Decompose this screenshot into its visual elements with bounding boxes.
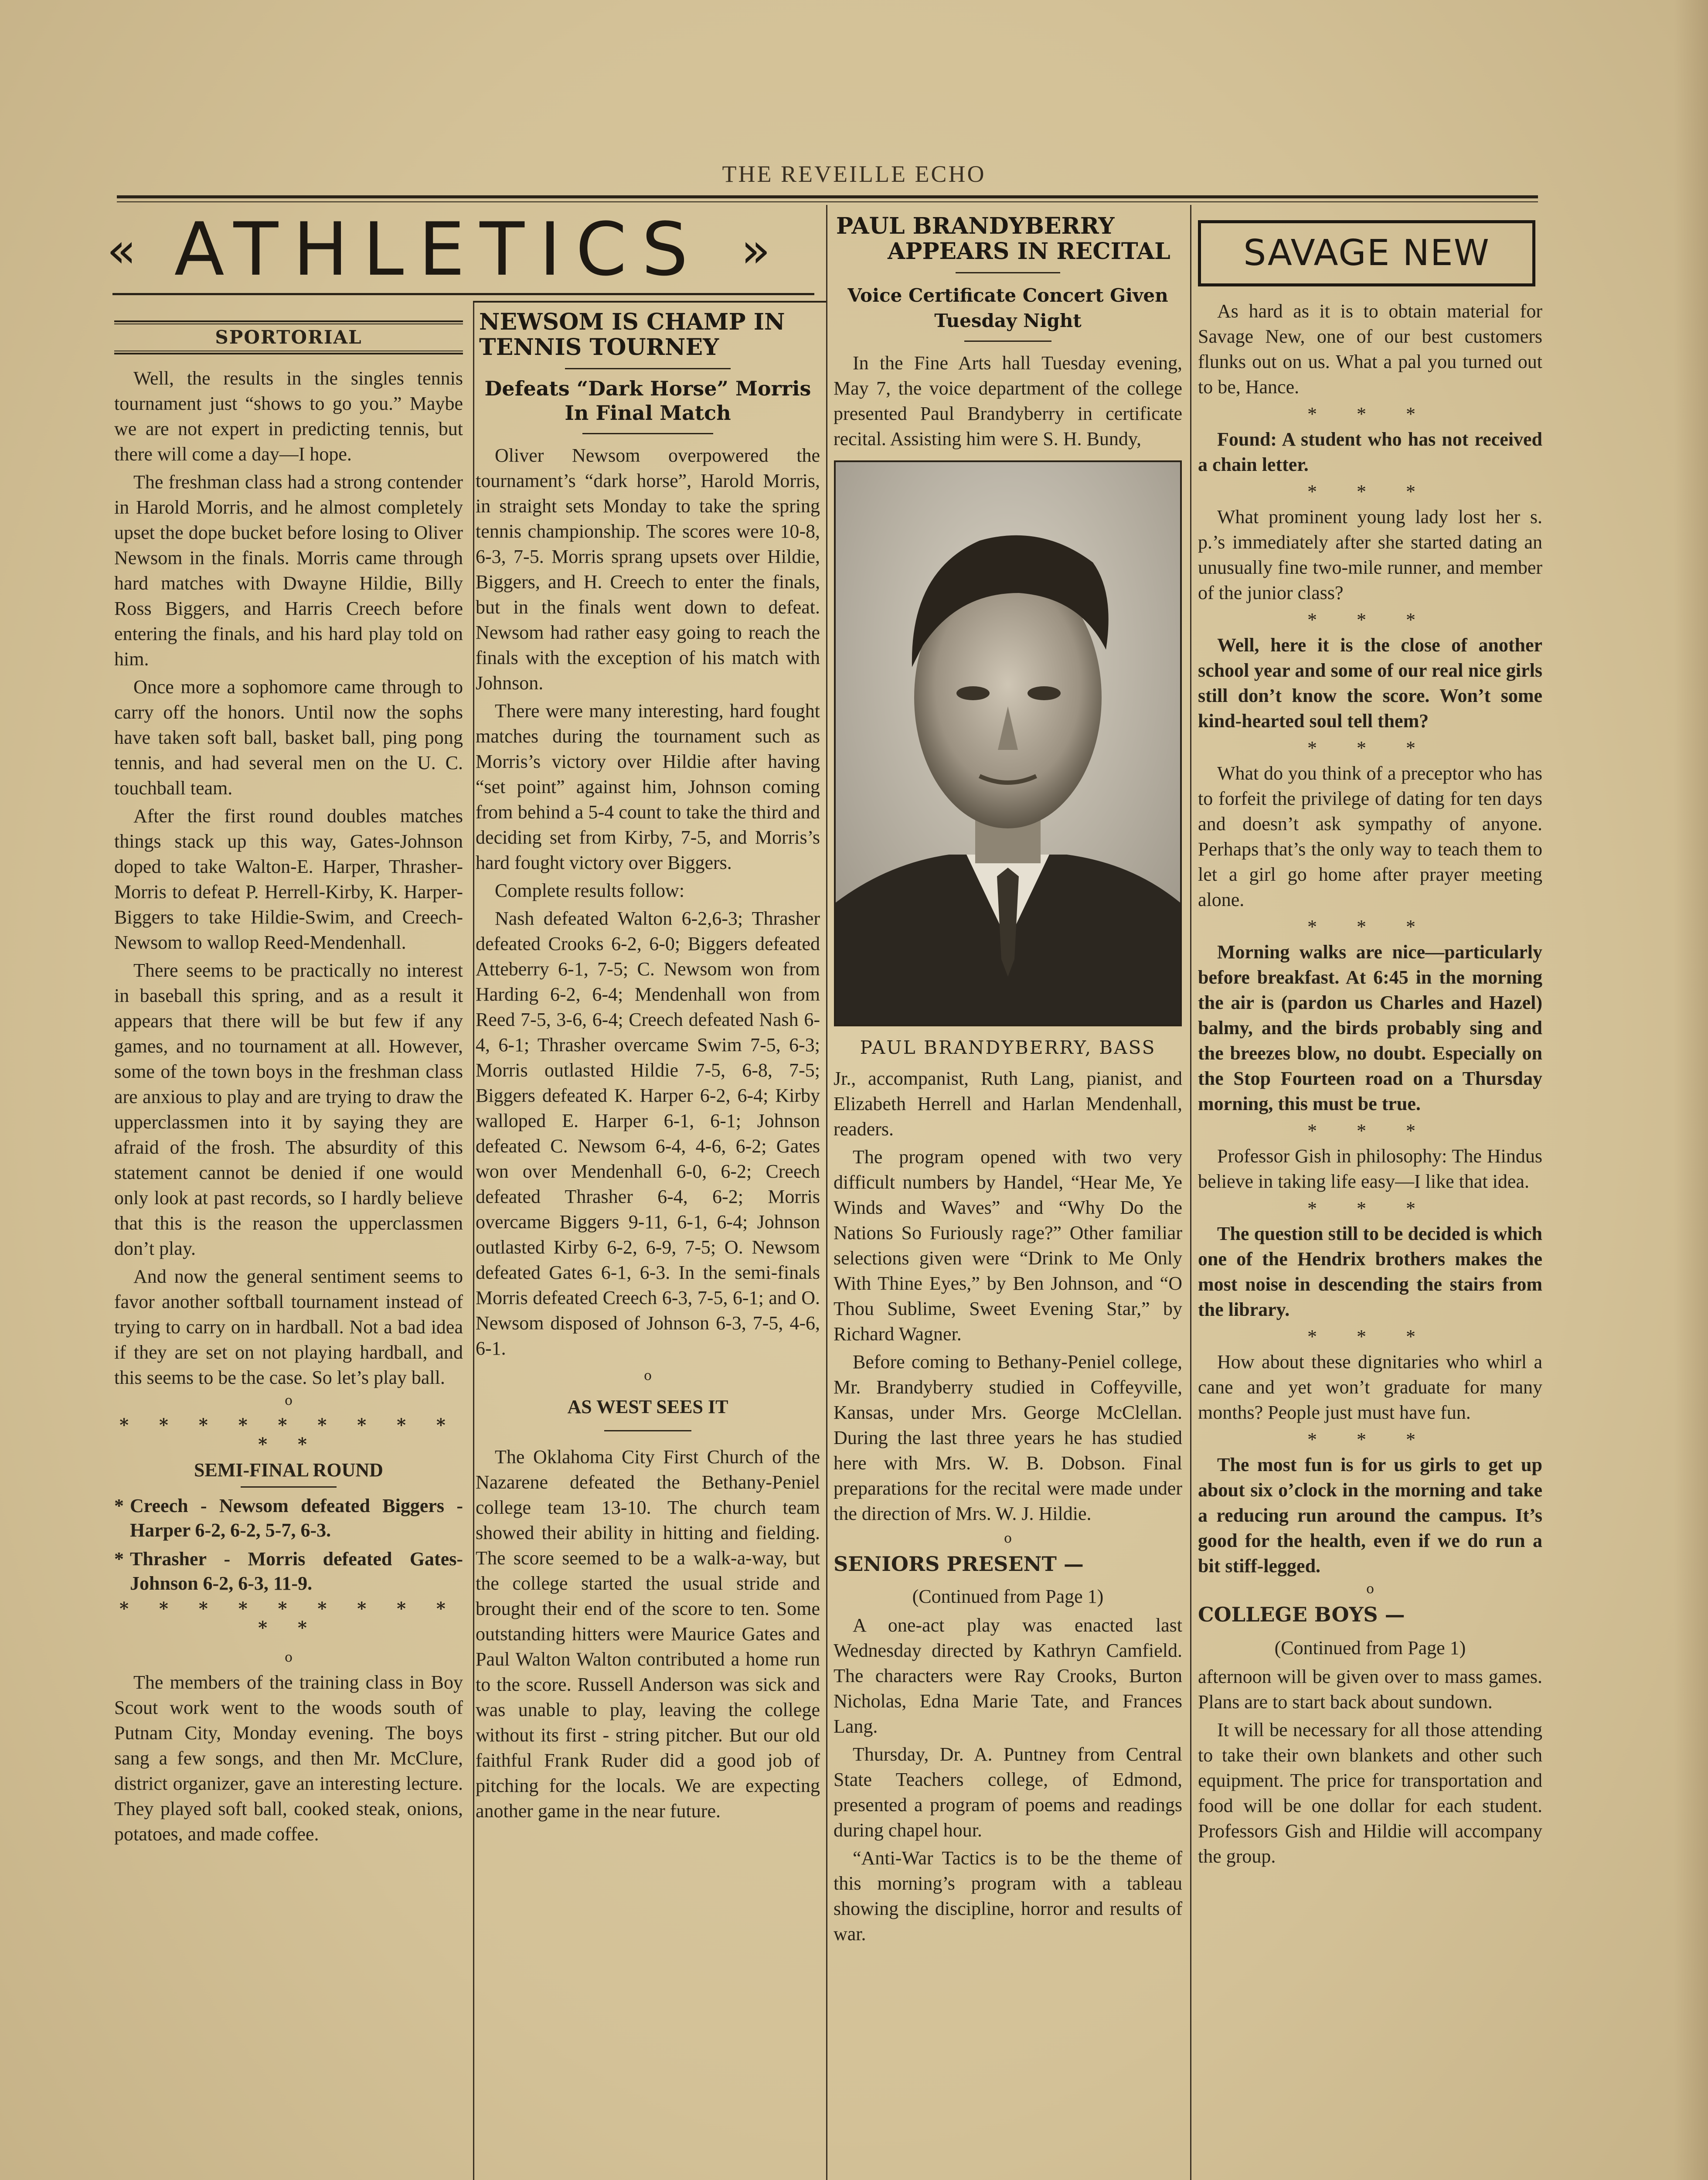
column-rule-2 — [826, 205, 827, 2180]
page-crease — [1674, 0, 1708, 2180]
column-recital — [834, 214, 1182, 1949]
seniors-paragraph: “Anti-War Tactics is to be the theme of this morning’s program with a tableau showing the discipline, horror and results of war. — [834, 1847, 1182, 1945]
recital-end-mark: o — [1004, 1531, 1012, 1546]
banner-word: ATHLETICS — [174, 207, 703, 292]
recital-paragraph: The program opened with two very difficult numbers by Handel, “Hear Me, Ye Winds and Waves” and “Why Do the Nations So Furiously rage?” Other familiar selections given were “Drink to Me Only With Thine Eyes,” by Ben Johnson, and “O Thou Sublime, Sweet Evening Star,” by Richard Wagner. — [834, 1146, 1182, 1345]
sportorial-paragraph: The freshman class had a strong contender in Harold Morris, and he almost completely upset the dope bucket before losing to Oliver Newsom in the finals. Morris came through hard matches with Dwayne Hildie, Billy Ross Biggers, and Harris Creech before entering the finals, and his hard play told on him. — [114, 471, 463, 670]
semi-final-stars-bottom: * * * * * * * * * * * — [119, 1598, 458, 1638]
semi-final-rule — [241, 1486, 337, 1488]
seniors-continued: (Continued from Page 1) — [912, 1586, 1104, 1607]
west-headline: AS WEST SEES IT — [567, 1396, 728, 1417]
tennis-headline-rule — [565, 368, 731, 369]
seniors-body — [834, 1613, 1182, 1947]
savage-item: Professor Gish in philosophy: The Hindus believe in taking life easy—I like that idea. — [1198, 1145, 1542, 1192]
masthead-rule — [117, 195, 1538, 198]
savage-stars: * * * — [1307, 1326, 1433, 1347]
tennis-inner — [473, 310, 820, 1824]
west-body — [476, 1444, 820, 1824]
tennis-subhead: Defeats “Dark Horse” Morris In Final Match — [484, 377, 811, 425]
savage-item: How about these dignitaries who whirl a cane and yet won’t graduate for many months? People just must have fun. — [1198, 1351, 1542, 1423]
tennis-paragraph: Oliver Newsom overpowered the tournament’s “dark horse”, Harold Morris, in straight sets Monday to take the spring tennis championship. The scores were 10-8, 6-3, 7-5. Morris sprang upsets over Hildie, Biggers, and H. Creech to enter the finals, but in the finals went down to defeat. Newsom had rather easy going to reach the finals with the exception of his match with Johnson. — [476, 445, 820, 694]
sportorial-rule-bottom — [114, 353, 463, 354]
tennis-paragraph: Complete results follow: — [495, 880, 685, 901]
masthead-rule-thin — [117, 201, 1538, 202]
savage-stars: * * * — [1307, 916, 1433, 937]
recital-paragraph: Before coming to Bethany-Peniel college, Mr. Brandyberry studied in Coffeyville, Kansas, under Mrs. George McClellan. During the last three years he has studied here with Mrs. W. B. Dobson. Final preparations for the recital were made under the direction of Mrs. W. J. Hildie. — [834, 1351, 1182, 1524]
boy-scout-body — [114, 1670, 463, 1847]
column-rule-3 — [1190, 205, 1191, 2180]
banner-right-quote: » — [741, 222, 771, 278]
semi-final-text: Thrasher - Morris defeated Gates-Johnson 6-2, 6-3, 11-9. — [130, 1548, 463, 1594]
sportorial-label: SPORTORIAL — [215, 327, 362, 348]
seniors-headline: SENIORS PRESENT — — [834, 1552, 1084, 1576]
sportorial-body — [114, 366, 463, 1390]
sportorial-head — [114, 320, 463, 354]
seniors-paragraph: Thursday, Dr. A. Puntney from Central State Teachers college, of Edmond, presented a program of poems and readings during chapel hour. — [834, 1744, 1182, 1841]
savage-stars: * * * — [1307, 403, 1433, 425]
sportorial-paragraph: And now the general sentiment seems to favor another softball tournament instead of trying to carry on in hardball. Not a bad idea if they are set on not playing hardball, and this seems to be the case. So let’s play ball. — [114, 1266, 463, 1388]
portrait-caption: PAUL BRANDYBERRY, BASS — [860, 1037, 1156, 1058]
college-boys-paragraph: afternoon will be given over to mass games. Plans are to start back about sundown. — [1198, 1666, 1542, 1713]
recital-headline-rule — [956, 272, 1060, 273]
semi-final-title: SEMI-FINAL ROUND — [194, 1459, 383, 1481]
recital-subhead: Voice Certificate Concert Given Tuesday Night — [847, 285, 1168, 331]
savage-stars: * * * — [1307, 737, 1433, 759]
tennis-body — [476, 443, 820, 1361]
semi-final-star: * — [114, 1548, 124, 1570]
portrait-photo — [834, 460, 1182, 1026]
college-boys-headline: COLLEGE BOYS — — [1198, 1603, 1405, 1626]
recital-paragraph: Jr., accompanist, Ruth Lang, pianist, and Elizabeth Herrell and Harlan Mendenhall, readers. — [834, 1068, 1182, 1140]
recital-paragraph: In the Fine Arts hall Tuesday evening, May 7, the voice department of the college presented Paul Brandyberry in certificate recital. Assisting him were S. H. Bundy, — [834, 352, 1182, 450]
west-paragraph: The Oklahoma City First Church of the Nazarene defeated the Bethany-Peniel college team 13-10. The church team showed their ability in hitting and fielding. The score seemed to be a walk-a-way, but the college started the usual stride and brought their end of the score to ten. Some outstanding hitters were Maurice Gates and Paul Walton Walton contributed a home run to the score. Russell Anderson was sick and was unable to play, leaving the college without its first - string pitcher. But our old faithful Frank Ruder did a good job of pitching for the locals. We are expecting another game in the near future. — [476, 1446, 820, 1822]
savage-new-title: SAVAGE NEW — [1198, 220, 1535, 286]
banner-rule — [112, 293, 814, 295]
semi-final-star: * — [114, 1495, 124, 1516]
savage-end-mark: o — [1366, 1581, 1375, 1597]
tennis-end-mark: o — [643, 1368, 652, 1383]
college-boys-body — [1198, 1664, 1542, 1869]
recital-headline-1: PAUL BRANDYBERRY — [836, 213, 1115, 239]
savage-stars: * * * — [1307, 1120, 1433, 1141]
savage-item: As hard as it is to obtain material for Savage New, one of our best customers flunks out on us. What a pal you turned out to be, Hance. — [1198, 300, 1542, 398]
savage-item: What do you think of a preceptor who has to forfeit the privilege of dating for ten days and doesn’t ask sympathy of anyone. Perhaps that’s the only way to teach them to let a girl go home after prayer meeting alone. — [1198, 763, 1542, 910]
sportorial-paragraph: There seems to be practically no interest in baseball this spring, and as a result it appears that there will be but few if any games, and no tournament at all. However, some of the town boys in the freshman class are anxious to play and are trying to draw the upperclassmen into it by saying they are afraid of the frosh. The absurdity of this statement cannot be denied if one would only look at past records, so I hardly believe that this is the reason the upperclassmen don’t play. — [114, 960, 463, 1259]
savage-item: Found: A student who has not received a chain letter. — [1198, 429, 1542, 475]
banner-left-quote: « — [107, 222, 136, 278]
boy-scout-start-mark: o — [284, 1650, 293, 1665]
semi-final-text: Creech - Newsom defeated Biggers - Harper 6-2, 6-2, 5-7, 6-3. — [130, 1495, 463, 1541]
sportorial-rule-top — [114, 320, 463, 322]
college-boys-continued: (Continued from Page 1) — [1274, 1637, 1466, 1659]
tennis-subhead-rule — [582, 433, 713, 434]
savage-stars: * * * — [1307, 481, 1433, 502]
savage-item: The most fun is for us girls to get up about six o’clock in the morning and take a reducing run around the campus. It’s good for the health, even if we do run a bit stiff-legged. — [1198, 1454, 1542, 1577]
tennis-top-rule — [473, 301, 826, 303]
sportorial-paragraph: Well, the results in the singles tennis tournament just “shows to go you.” Maybe we are not expert in predicting tennis, but there will come a day—I hope. — [114, 368, 463, 465]
sportorial-end-mark: o — [284, 1393, 293, 1408]
semi-final-box — [114, 1416, 463, 1638]
recital-subhead-rule — [964, 341, 1051, 342]
savage-item: The question still to be decided is which one of the Hendrix brothers makes the most noise in descending the stairs from the library. — [1198, 1223, 1542, 1320]
sportorial-paragraph: Once more a sophomore came through to carry off the honors. Until now the sophs have taken soft ball, basket ball, ping pong tennis, and had several men on the U. C. touchball team. — [114, 676, 463, 799]
savage-stars: * * * — [1307, 1429, 1433, 1450]
college-boys-paragraph: It will be necessary for all those attending to take their own blankets and other such equipment. The price for transportation and food will be one dollar for each student. Professors Gish and Hildie will accompany the group. — [1198, 1719, 1542, 1867]
semi-final-stars-top: * * * * * * * * * * * — [119, 1415, 458, 1454]
savage-item: Well, here it is the close of another school year and some of our real nice girls still don’t know the score. Won’t some kind-hearted soul tell them? — [1198, 634, 1542, 732]
recital-body-continued — [834, 1066, 1182, 1526]
savage-new-items — [1198, 299, 1542, 1579]
portrait-image — [836, 462, 1180, 1025]
savage-item: What prominent young lady lost her s. p.’s immediately after she started dating an unusually fine two-mile runner, and member of the junior class? — [1198, 506, 1542, 603]
column-tennis — [473, 301, 826, 1826]
recital-headline-2: APPEARS IN RECITAL — [888, 238, 1170, 265]
semi-final-line — [114, 1494, 463, 1543]
tennis-headline: NEWSOM IS CHAMP IN TENNIS TOURNEY — [479, 309, 785, 361]
savage-stars: * * * — [1307, 609, 1433, 630]
recital-body — [834, 351, 1182, 452]
sportorial-paragraph: After the first round doubles matches things stack up this way, Gates-Johnson doped to take Walton-E. Harper, Thrasher-Morris to defeat P. Herrell-Kirby, K. Harper-Biggers to take Hildie-Swim, and Creech-Newsom to wallop Reed-Mendenhall. — [114, 805, 463, 953]
semi-final-line — [114, 1547, 463, 1596]
west-rule — [604, 1430, 691, 1431]
savage-item: Morning walks are nice—particularly before breakfast. At 6:45 in the morning the air is (pardon us Charles and Hazel) balmy, and the birds probably sing and the breezes blow, no doubt. Especially on the Stop Fourteen road on a Thursday morning, this must be true. — [1198, 941, 1542, 1114]
seniors-paragraph: A one-act play was enacted last Wednesday directed by Kathryn Camfield. The characters were Ray Crooks, Burton Nicholas, Edna Marie Tate, and Frances Lang. — [834, 1615, 1182, 1737]
tennis-paragraph: There were many interesting, hard fought matches during the tournament such as Morris’s victory over Hildie after having “set point” against him, Johnson coming from behind a 5-4 count to take the third and deciding set from Kirby, 7-5, and Morris’s hard fought victory over Biggers. — [476, 700, 820, 873]
column-savage-new — [1198, 220, 1542, 1872]
tennis-paragraph: Nash defeated Walton 6-2,6-3; Thrasher defeated Crooks 6-2, 6-0; Biggers defeated Atteberry 6-1, 7-5; C. Newsom won from Harding 6-2, 6-4; Mendenhall won from Reed 7-5, 3-6, 6-4; Creech defeated Nash 6-4, 6-1; Thrasher overcame Swim 7-5, 6-3; Morris outlasted Hildie 7-5, 6-8, 7-5; Biggers defeated K. Harper 6-2, 6-4; Kirby walloped E. Harper 6-1, 6-1; Johnson defeated C. Newsom 6-4, 4-6, 6-2; Gates won over Mendenhall 6-0, 6-2; Creech defeated Thrasher 6-4, 6-2; Morris overcame Biggers 9-11, 6-1, 6-4; Johnson outlasted Kirby 6-2, 6-9, 7-5; O. Newsom defeated Gates 6-1, 6-3. In the semi-finals Morris defeated Creech 6-3, 7-5, 6-1; and O. Newsom disposed of Johnson 6-3, 7-5, 4-6, 6-1. — [476, 908, 820, 1359]
column-sportorial — [114, 320, 463, 1850]
savage-stars: * * * — [1307, 1198, 1433, 1219]
athletics-banner — [107, 205, 830, 294]
boy-scout-paragraph: The members of the training class in Boy Scout work went to the woods south of Putnam City, Monday evening. The boys sang a few songs, and then Mr. McClure, district organizer, gave an interesting lecture. They played soft ball, cooked steak, onions, potatoes, and made coffee. — [114, 1672, 463, 1845]
masthead: THE REVEILLE ECHO — [722, 161, 986, 187]
